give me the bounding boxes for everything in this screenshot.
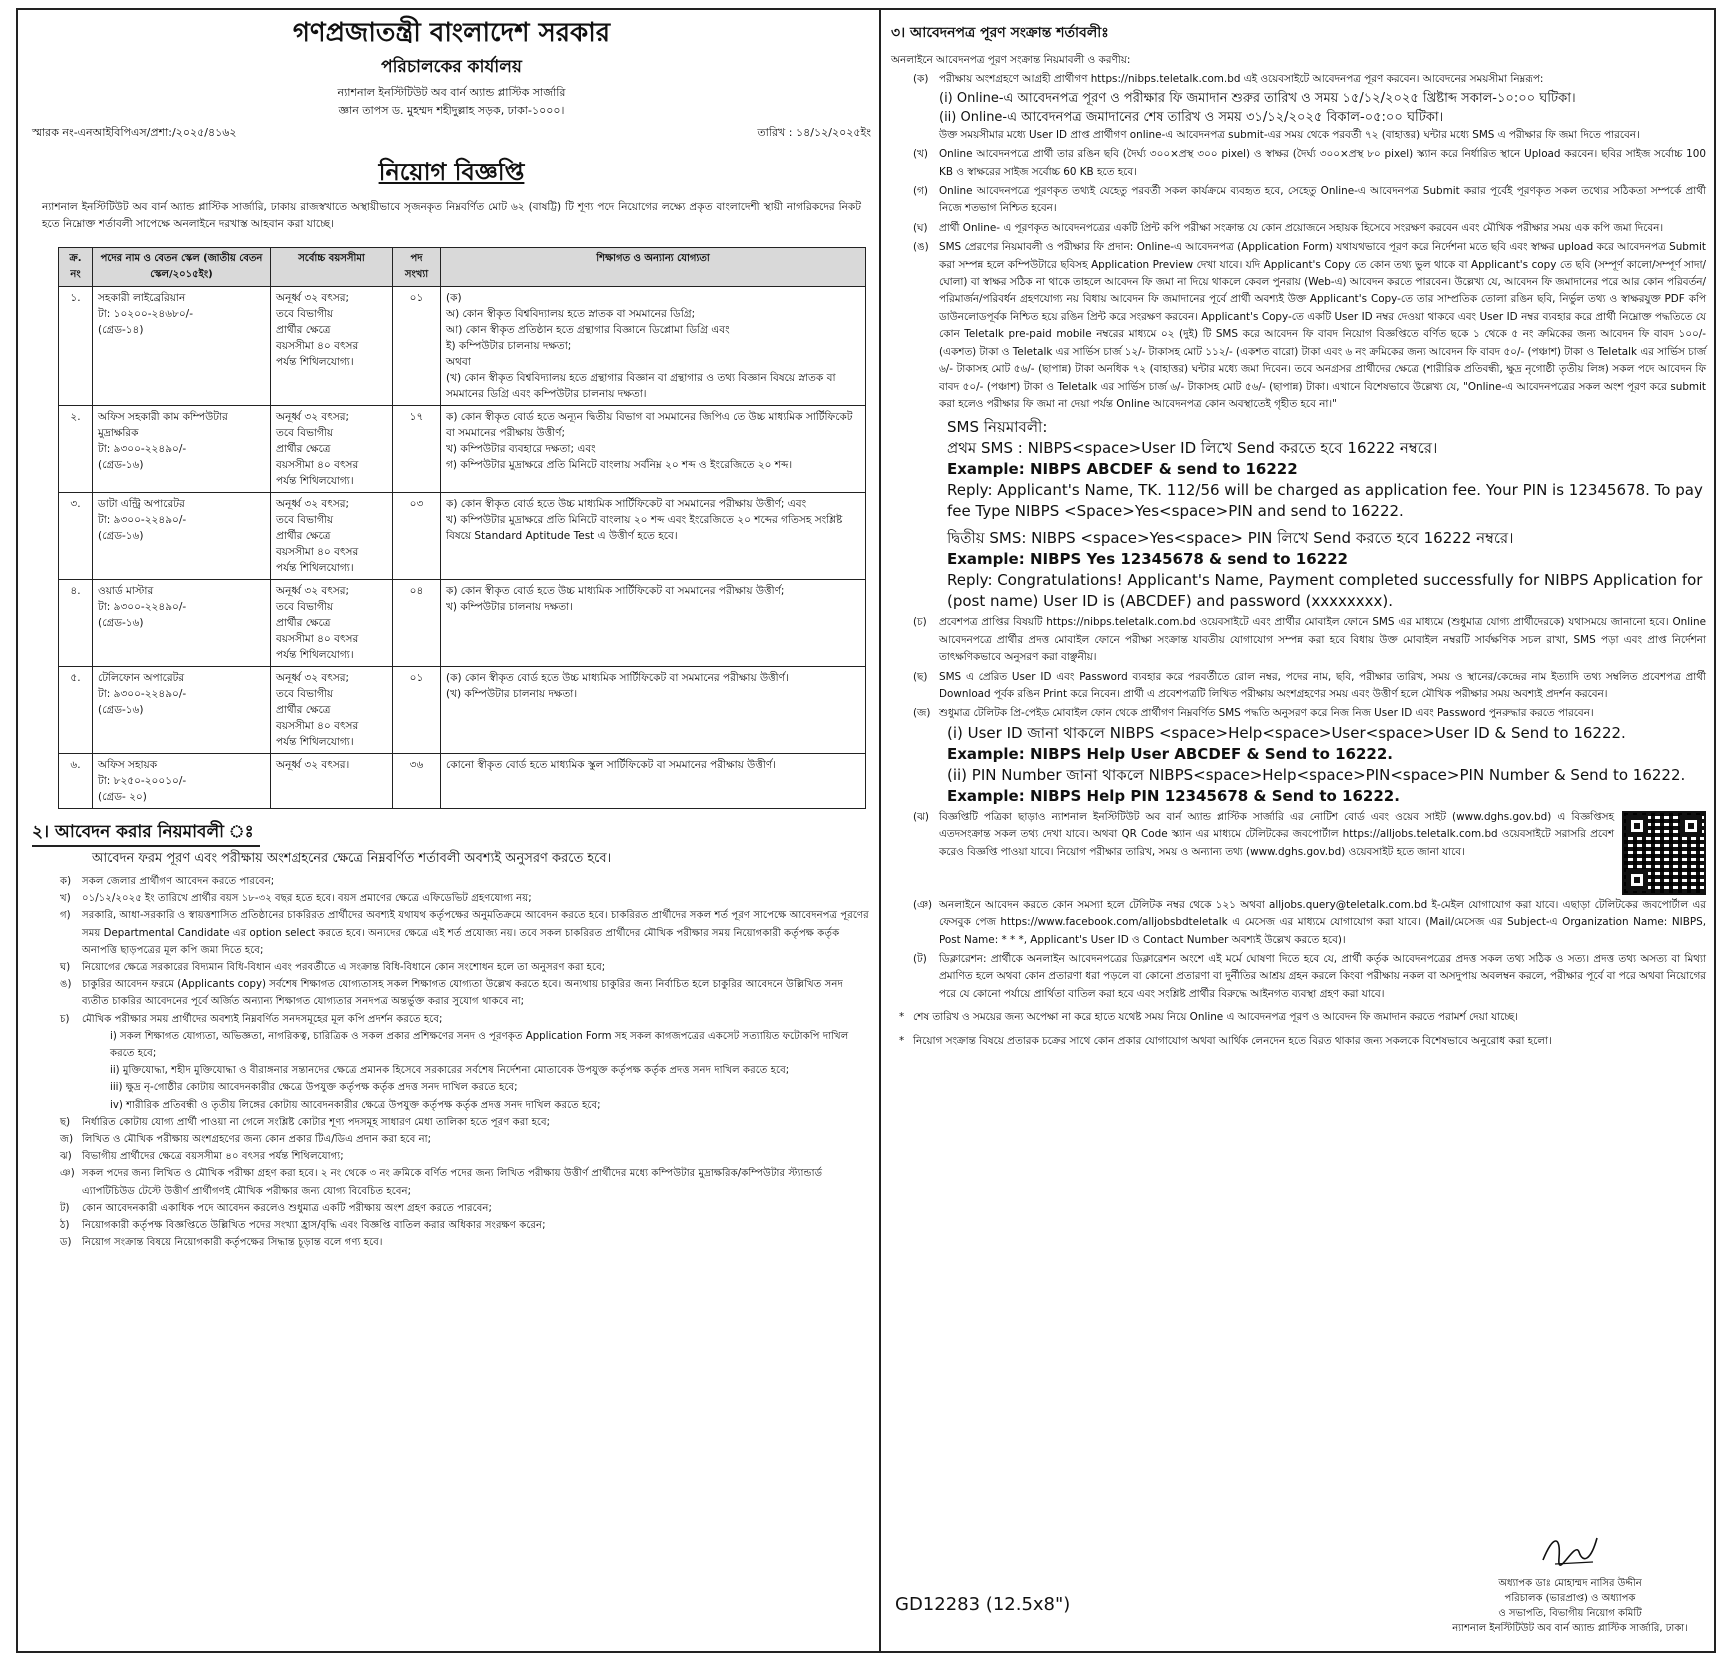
item-label: চ) [60, 1013, 70, 1025]
institute-address: জ্ঞান তাপস ড. মুহম্মদ শহীদুল্লাহ সড়ক, ঢাকা-১০০০। [338, 104, 565, 117]
item-label: ঙ) [60, 979, 72, 991]
age-cell [271, 667, 393, 754]
serial-cell: ২. [59, 406, 93, 493]
item-text: নির্ধারিত কোটায় যোগ্য প্রার্থী পাওয়া না গেলে সংশ্লিষ্ট কোটার শূণ্য পদসমূহ সাধারণ মেধা তালিকা হতে পূরণ করা হবে; [82, 1116, 551, 1128]
item-label: খ) [60, 893, 71, 905]
deadline-end: (ii) Online-এ আবেদনপত্র জমাদানের শেষ তারিখ ও সময় ৩১/১২/২০২৫ বিকাল-০৫:০০ ঘটিকা। [939, 109, 1444, 125]
post-name: ওয়ার্ড মাস্টার [98, 585, 154, 597]
section2-sub-rules [32, 1028, 871, 1114]
item-text: বিভাগীয় প্রার্থীদের ক্ষেত্রে বয়সসীমা ৪০ বৎসর পর্যন্ত শিথিলযোগ্য; [82, 1151, 344, 1163]
qualification-line: অথবা [446, 356, 471, 368]
office-title: পরিচালকের কার্যালয় [381, 57, 522, 77]
item-text: SMS এ প্রেরিত User ID এবং Password ব্যবহার করে পরবর্তীতে রোল নম্বর, পদের নাম, ছবি, পরীক্ষার তারিখ, সময় ও স্থানের/কেন্দ্রের নাম ইত্যাদি তথ্য সম্বলিত প্রবেশপত্র প্রার্থী Download পূর্বক রঙিন Print করে নিবেন। প্রার্থী এ প্রবেশপত্রটি লিখিত পরীক্ষায় অংশগ্রহণের সময় এবং উত্তীর্ণ হলে মৌখিক পরীক্ষার সময় অবশ্যই প্রদর্শন করবেন। [939, 670, 1706, 700]
table-row [59, 580, 866, 667]
qr-code-icon [1622, 811, 1706, 895]
government-title: গণপ্রজাতন্ত্রী বাংলাদেশ সরকার [292, 18, 611, 48]
section2-heading: ২। আবেদন করার নিয়মাবলী ঃ [32, 819, 871, 847]
table-row [59, 406, 866, 493]
recovery-user-id: (i) User ID জানা থাকলে NIBPS <space>Help<space>User<space>User ID & Send to 16222. [947, 723, 1626, 742]
item-text: শুধুমাত্র টেলিটক প্রি-পেইড মোবাইল ফোন থেকে প্রার্থীগণ নিম্নবর্ণিত SMS পদ্ধতি অনুসরণ করে নিজ নিজ User ID এবং Password পুনরুদ্ধার করতে পারবেন। [939, 707, 1594, 720]
count-cell: ৩৬ [393, 754, 441, 809]
age-line: প্রার্থীর ক্ষেত্রে [276, 704, 331, 716]
age-line: পর্যন্ত শিথিলযোগ্য। [276, 736, 354, 748]
item-text: প্রবেশপত্র প্রাপ্তির বিষয়টি https://nibps.teletalk.com.bd ওয়েবসাইটে এবং প্রার্থীর মোবাইল ফোনে SMS এর মাধ্যমে (শুধুমাত্র যোগ্য প্রার্থীদেরকে) যথাসময়ে জানানো হবে। Online আবেদনপত্রে প্রার্থীর প্রদত্ত মোবাইল ফোনে পরীক্ষা সংক্রান্ত যাবতীয় যোগাযোগ সম্পন্ন করা হবে বিধায় উক্ত মোবাইল নম্বরটি সার্বক্ষণিক সচল রাখা, SMS পড়া এবং প্রাপ্ত নির্দেশনা তাৎক্ষণিকভাবে অনুসরণ করা বাঞ্ছনীয়। [939, 616, 1706, 664]
list-item [891, 951, 1706, 1003]
table-header-cell: ক্র. নং [59, 248, 93, 287]
post-cell [93, 580, 271, 667]
age-line: অনূর্ধ্ব ৩২ বৎসর; [276, 672, 350, 684]
section2-rules [32, 873, 871, 1028]
qualification-cell [441, 754, 866, 809]
pay-grade: (গ্রেড-১৬) [98, 617, 144, 629]
table-row [59, 287, 866, 406]
age-cell [271, 580, 393, 667]
sub-rule: iv) শারীরিক প্রতিবন্ধী ও তৃতীয় লিঙ্গের কোটায় আবেদনকারীর ক্ষেত্রে উপযুক্ত কর্তৃপক্ষ কর্তৃক প্রদত্ত সনদ দাখিল করতে হবে; [110, 1099, 601, 1111]
pay-grade: (গ্রেড-১৬) [98, 530, 144, 542]
section3-items-2 [891, 614, 1706, 722]
list-item [32, 890, 871, 907]
qualification-line: ক) কোন স্বীকৃত বোর্ড হতে উচ্চ মাধ্যমিক সার্টিফিকেট বা সমমানের পরীক্ষায় উত্তীর্ণ; এবং [446, 498, 807, 510]
table-header-cell: সর্বোচ্চ বয়সসীমা [271, 248, 393, 287]
table-row [59, 493, 866, 580]
list-item [891, 220, 1706, 237]
bullet-icon: * [899, 1034, 905, 1047]
sms1-example: Example: NIBPS ABCDEF & send to 16222 [947, 460, 1298, 479]
qualification-line: (খ) কোন স্বীকৃত বিশ্ববিদ্যালয় হতে গ্রন্থাগার বিজ্ঞান বা গ্রন্থাগার ও তথ্য বিজ্ঞান বিষয়ে স্নাতক বা সমমানের ডিগ্রি এবং কম্পিউটার চালনায় দক্ষতা। [446, 372, 836, 400]
qualification-line: (ক) কোন স্বীকৃত বোর্ড হতে উচ্চ মাধ্যমিক সার্টিফিকেট বা সমমানের পরীক্ষায় উত্তীর্ণ। [446, 672, 789, 684]
qualification-line: ক) কোন স্বীকৃত বোর্ড হতে অন্যূন দ্বিতীয় বিভাগ বা সমমানের জিপিএ তে উচ্চ মাধ্যমিক সার্টিফিকেট বা সমমানের পরীক্ষায় উত্তীর্ণ; [446, 411, 853, 439]
table-row [59, 667, 866, 754]
qualification-cell [441, 287, 866, 406]
item-label: (ঞ) [913, 898, 933, 911]
post-cell [93, 406, 271, 493]
item-label: ছ) [60, 1116, 71, 1128]
age-line: তবে বিভাগীয় [276, 514, 334, 526]
posts-table-body [59, 287, 866, 809]
count-cell: ০১ [393, 287, 441, 406]
post-name: অফিস সহকারী কাম কম্পিউটার মুদ্রাক্ষরিক [98, 411, 228, 439]
item-text: পরীক্ষায় অংশগ্রহণে আগ্রহী প্রার্থীগণ https://nibps.teletalk.com.bd এই ওয়েবসাইটে আবেদনপত্র পূরণ করবেন। আবেদনের সময়সীমা নিম্নরূপ: [939, 73, 1544, 86]
list-item [32, 1217, 871, 1234]
sms2-example: Example: NIBPS Yes 12345678 & send to 16222 [947, 550, 1348, 569]
pay-grade: (গ্রেড-১৬) [98, 459, 144, 471]
notice-title: নিয়োগ বিজ্ঞপ্তি [378, 158, 525, 186]
age-line: অনূর্ধ্ব ৩২ বৎসর; [276, 498, 350, 510]
sms1-reply: Reply: Applicant's Name, TK. 112/56 will be charged as application fee. Your PIN is 12345678. To pay fee Type NIBPS <Space>Yes<space>PIN and send to 16222. [947, 481, 1703, 521]
item-text: ০১/১২/২০২৫ ইং তারিখে প্রার্থীর বয়স ১৮-৩২ বছর হতে হবে। বয়স প্রমাণের ক্ষেত্রে এফিডেভিট গ্রহণযোগ্য নয়; [82, 893, 532, 905]
serial-cell: ৫. [59, 667, 93, 754]
list-item [891, 71, 1706, 88]
list-item [891, 146, 1706, 181]
sms-title: SMS নিয়মাবলী: [947, 418, 1048, 437]
qualification-cell [441, 667, 866, 754]
qualification-line: অ) কোন স্বীকৃত বিশ্ববিদ্যালয় হতে স্নাতক বা সমমানের ডিগ্রি; [446, 308, 696, 320]
serial-cell: ৩. [59, 493, 93, 580]
item-text: সকল পদের জন্য লিখিত ও মৌখিক পরীক্ষা গ্রহণ করা হবে। ২ নং থেকে ৩ নং ক্রমিকে বর্ণিত পদের জন্য লিখিত পরীক্ষায় উত্তীর্ণ প্রার্থীদের মধ্যে কম্পিউটার মুদ্রাক্ষরিক/কম্পিউটার স্ট্যান্ডার্ড এ্যাপটিচিউড টেস্টে উত্তীর্ণ প্রার্থীগণই মৌখিক পরীক্ষার জন্য যোগ্য বিবেচিত হবেন; [82, 1168, 823, 1197]
posts-table [58, 247, 866, 809]
qualification-line: গ) কম্পিউটার মুদ্রাক্ষরে প্রতি মিনিটে বাংলায় সর্বনিম্ন ২০ শব্দ ও ইংরেজিতে ২০ শব্দ। [446, 459, 793, 471]
signatory-title: পরিচালক (ভারপ্রাপ্ত) ও অধ্যাপক [1504, 1593, 1636, 1604]
item-text: চাকুরির আবেদন ফরমে (Applicants copy) সর্বশেষ শিক্ষাগত যোগ্যতাসহ সকল শিক্ষাগত যোগ্যতা উল্লেখ করতে হবে। অন্যথায় চাকুরির জন্য নির্বাচিত হলে চাকুরির আবেদনে উল্লিখিত সনদ ব্যতীত চাকরির আবেদনের পূর্বে অর্জিত অন্যান্য শিক্ষাগত যোগ্যতার সনদপত্র অন্তর্ভুক্ত করার সুযোগ থাকবে না; [82, 979, 843, 1008]
item-label: গ) [60, 910, 71, 922]
item-label: জ) [60, 1134, 74, 1146]
gd-code: GD12283 (12.5x8") [895, 1594, 1071, 1615]
item-label: ট) [60, 1202, 70, 1214]
memo-number: স্মারক নং-এনআইবিপিএস/প্রশা:/২০২৫/৪১৬২ [32, 126, 237, 139]
notice-page [16, 8, 1716, 1653]
list-item [32, 1114, 871, 1131]
item-label: ড) [60, 1237, 72, 1249]
age-line: পর্যন্ত শিথিলযোগ্য। [276, 649, 354, 661]
recovery-pin-example: Example: NIBPS Help PIN 12345678 & Send to 16222. [947, 786, 1400, 805]
item-label: ঘ) [60, 962, 71, 974]
post-cell [93, 287, 271, 406]
sms1-instruction: প্রথম SMS : NIBPS<space>User ID লিখে Send করতে হবে 16222 নম্বরে। [947, 439, 1438, 458]
list-item [32, 907, 871, 959]
pay-scale: টা: ৮২৫০-২০০১০/- [98, 775, 187, 787]
age-line: তবে বিভাগীয় [276, 688, 334, 700]
pay-scale: টা: ৯৩০০-২২৪৯০/- [98, 601, 187, 613]
item-label: (চ) [913, 616, 927, 629]
pay-grade: (গ্রেড- ২০) [98, 791, 147, 803]
qualification-line: (ক) [446, 292, 462, 304]
sub-rule: ii) মুক্তিযোদ্ধা, শহীদ মুক্তিযোদ্ধা ও বীরাঙ্গনার সন্তানদের ক্ষেত্রে প্রমানক হিসেবে সরকারের সর্বশেষ নির্দেশনা মোতাবেক উপযুক্ত কর্তৃপক্ষ কর্তৃক প্রদত্ত সনদ দাখিল করতে হবে; [110, 1065, 790, 1077]
left-column [18, 10, 879, 1651]
item-text: লিখিত ও মৌখিক পরীক্ষায় অংশগ্রহণের জন্য কোন প্রকার টিএ/ডিএ প্রদান করা হবে না; [82, 1134, 432, 1146]
qualification-line: খ) কম্পিউটার মুদ্রাক্ষরে প্রতি মিনিটে বাংলায় ২০ শব্দ এবং ইংরেজিতে ২০ শব্দের গতিসহ সংশ্লিষ্ট বিষয়ে Standard Aptitude Test এ উত্তীর্ণ হতে হবে। [446, 514, 843, 542]
item-label: (গ) [913, 185, 928, 198]
age-line: পর্যন্ত শিথিলযোগ্য। [276, 562, 354, 574]
list-item [32, 959, 871, 976]
qualification-line: ক) কোন স্বীকৃত বোর্ড হতে উচ্চ মাধ্যমিক সার্টিফিকেট বা সমমানের পরীক্ষায় উত্তীর্ণ; [446, 585, 785, 597]
item-text: SMS প্রেরণের নিয়মাবলী ও পরীক্ষার ফি প্রদান: Online-এ আবেদনপত্র (Application Form) যথাযথভাবে পূরণ করে নির্দেশনা মতে ছবি এবং স্বাক্ষর upload করে আবেদনপত্র Submit করা সম্পন্ন হলে কম্পিউটারে ছবিসহ Application Preview দেখা যাবে। যদি Applicant's Copy তে কোন তথ্য ভুল থাকে বা Applicant's copy তে ছবি (সম্পূর্ণ কালো/সম্পূর্ণ সাদা/ঘোলা) বা স্বাক্ষর সঠিক না থাকে তাহলে আবেদন ফি জমা না দিয়ে থাকলে কেবল পুনরায় (Web-এ) আবেদন করতে পারবেন। উল্লেখ্য যে, আবেদন ফি জমাদানের পরে আর কোন পরিবর্তন/পরিমার্জন/পরিবর্ধন গ্রহণযোগ্য নয় বিধায় আবেদন ফি জমাদানের পূর্বে প্রার্থী অবশ্যই উক্ত Applicant's Copy-তে তার সাম্প্রতিক তোলা রঙিন ছবি, নির্ভুল তথ্য ও স্বাক্ষরযুক্ত PDF কপি ডাউনলোডপূর্বক নিশ্চিত হয়ে রঙিন প্রিন্ট করে সংরক্ষণ করবেন। Applicant's Copy-তে একটি User ID নম্বর দেওয়া থাকবে এবং User ID নম্বর ব্যবহার করে প্রার্থী নিম্নোক্ত পদ্ধতিতে যে কোন Teletalk pre-paid mobile নম্বরের মাধ্যমে ০২ (দুই) টি SMS করে আবেদন ফি বাবদ নিয়োগ বিজ্ঞপ্তিতে বর্ণিত ছকে ১ থেকে ৫ নং ক্রমিকের জন্য আবেদন ফি বাবদ ১০০/- (একশত) টাকা ও Teletalk এর সার্ভিস চার্জ ১২/- টাকাসহ মোট ১১২/- (একশত বারো) টাকা এবং ৬ নং ক্রমিকের জন্য আবেদন ফি বাবদ ৫০/- (পঞ্চাশ) টাকা ও Teletalk এর সার্ভিস চার্জ ৬/- টাকাসহ মোট ৫৬/- (ছাপান্ন) টাকা অনধিক ৭২ (বাহাত্তর) ঘন্টার মধ্যে জমা দিবেন। তবে অনগ্রসর প্রার্থীদের ক্ষেত্রে (শারীরিক প্রতিবন্ধী, ক্ষুদ্র নৃগোষ্ঠী তৃতীয় লিঙ্গ) সকল পদে আবেদন ফি বাবদ ৫০/- (পঞ্চাশ) টাকা ও Teletalk এর সার্ভিস চার্জ ৬/- টাকাসহ মোট ৫৬/- (ছাপান্ন) টাকা। এখানে বিশেষভাবে উল্লেখ্য যে, "Online-এ আবেদনপত্রের সকল অংশ পূরণ করে submit করা হলেও পরীক্ষার ফি জমা না দেয়া পর্যন্ত Online আবেদনপত্র কোন অবস্থাতেই গৃহীত হবে না।" [939, 241, 1706, 410]
item-text: ডিক্লারেশন: প্রার্থীকে অনলাইন আবেদনপত্রের ডিক্লারেশন অংশে এই মর্মে ঘোষণা দিতে হবে যে, প্রার্থী কর্তৃক আবেদনপত্রের প্রদত্ত সকল তথ্য সঠিক ও সত্য। প্রদত্ত তথ্য অসত্য বা মিথ্যা প্রমাণিত হলে অথবা কোন প্রতারণা ধরা পড়লে বা কোনো প্রতারণা বা দুর্নীতির আশ্রয় গ্রহন করলে কিংবা পরীক্ষায় নকল বা অসদুপায় অবলম্বন করলে, পরীক্ষার পূর্বে বা পরে অথবা নিয়োগের পরে যে কোনো পর্যায়ে প্রার্থিতা বাতিল করা হবে এবং সংশ্লিষ্ট প্রার্থীর বিরুদ্ধে আইনগত ব্যবস্থা গ্রহণ করা যাবে। [939, 952, 1706, 1000]
count-cell: ০৩ [393, 493, 441, 580]
note-item [891, 1009, 1706, 1026]
signatory-name: অধ্যাপক ডাঃ মোহাম্মদ নাসির উদ্দীন [1498, 1578, 1642, 1589]
qualification-line: আ) কোন স্বীকৃত প্রতিষ্ঠান হতে গ্রন্থাগার বিজ্ঞানে ডিপ্লোমা ডিগ্রি এবং [446, 324, 730, 336]
list-item [891, 239, 1706, 413]
count-cell: ০১ [393, 667, 441, 754]
qualification-line: কোনো স্বীকৃত বোর্ড হতে মাধ্যমিক স্কুল সার্টিফিকেট বা সমমানের পরীক্ষায় উত্তীর্ণ। [446, 759, 776, 771]
section3-heading: ৩। আবেদনপত্র পূরণ সংক্রান্ত শর্তাবলীঃ [891, 25, 1109, 41]
item-text: Online আবেদনপত্রে পূরণকৃত তথ্যই যেহেতু পরবর্তী সকল কার্যক্রমে ব্যবহৃত হবে, সেহেতু Online-এ আবেদনপত্র Submit করার পূর্বেই পূরণকৃত সকল তথ্যের সঠিকতা সম্পর্কে প্রার্থী নিজে শতভাগ নিশ্চিত হবেন। [939, 185, 1706, 215]
note-text: নিয়োগ সংক্রান্ত বিষয়ে প্রতারক চক্রের সাথে কোন প্রকার যোগাযোগ অথবা আর্থিক লেনদেন হতে বিরত থাকার জন্য সকলকে বিশেষভাবে অনুরোধ করা হলো। [913, 1034, 1552, 1047]
age-line: বয়সসীমা ৪০ বৎসর [276, 720, 359, 732]
table-header-cell: পদের নাম ও বেতন স্কেল (জাতীয় বেতন স্কেল/২০১৫ইং) [93, 248, 271, 287]
item-label: (ছ) [913, 670, 928, 683]
list-item [32, 1131, 871, 1148]
list-item [32, 873, 871, 890]
pay-scale: টা: ৯৩০০-২২৪৯০/- [98, 514, 187, 526]
age-line: বয়সসীমা ৪০ বৎসর [276, 546, 359, 558]
pay-grade: (গ্রেড-১৬) [98, 704, 144, 716]
item-text: বিজ্ঞপ্তিটি পত্রিকা ছাড়াও ন্যাশনাল ইনস্টিটিউট অব বার্ন অ্যান্ড প্লাস্টিক সার্জারি এর নোটিশ বোর্ড এবং ওয়েব সাইট (www.dghs.gov.bd) এ বিজ্ঞপ্তিসহ এতদসংক্রান্ত সকল তথ্য দেখা যাবে। অথবা QR Code স্ক্যান এর মাধ্যমে টেলিটকের জবপোর্টাল https://alljobs.teletalk.com.bd ওয়েবসাইটে সরাসরি প্রবেশ করেও বিজ্ঞপ্তি পাওয়া যাবে। নিয়োগ পরীক্ষার তারিখ, সময় ও অন্যান্য তথ্য (www.dghs.gov.bd) ওয়েবসাইট হতে জানা যাবে। [939, 810, 1614, 858]
item-text: কোন আবেদনকারী একাধিক পদে আবেদন করলেও শুধুমাত্র একটি পরীক্ষায় অংশ গ্রহণ করতে পারবেন; [82, 1202, 492, 1214]
item-label: (ঘ) [913, 221, 928, 234]
item-label: ঝ) [60, 1151, 72, 1163]
post-cell [93, 667, 271, 754]
item-label: (ট) [913, 952, 927, 965]
item-text: Online আবেদনপত্রে প্রার্থী তার রঙিন ছবি (দৈর্ঘ্য ৩০০×প্রস্থ ৩০০ pixel) ও স্বাক্ষর (দৈর্ঘ্য ৩০০×প্রস্থ ৮০ pixel) স্ক্যান করে নির্ধারিত স্থানে Upload করবেন। ছবির সাইজ সর্বোচ্চ 100 KB ও স্বাক্ষরের সাইজ সর্বোচ্চ 60 KB হতে হবে। [939, 148, 1706, 178]
recovery-user-id-example: Example: NIBPS Help User ABCDEF & Send to 16222. [947, 744, 1393, 763]
memo-line [32, 124, 871, 143]
age-cell [271, 406, 393, 493]
age-line: পর্যন্ত শিথিলযোগ্য। [276, 475, 354, 487]
signature-block [1440, 1530, 1700, 1636]
table-row [59, 754, 866, 809]
age-line: প্রার্থীর ক্ষেত্রে [276, 617, 331, 629]
qualification-cell [441, 580, 866, 667]
institute-name: ন্যাশনাল ইনস্টিটিউট অব বার্ন অ্যান্ড প্লাস্টিক সার্জারি [337, 86, 566, 99]
post-name: সহকারী লাইব্রেরিয়ান [98, 292, 186, 304]
sms2-reply: Reply: Congratulations! Applicant's Name, Payment completed successfully for NIBPS Application for (post name) User ID is (ABCDEF) and password (xxxxxxxx). [947, 571, 1703, 611]
list-item [32, 1011, 871, 1028]
sms2-instruction: দ্বিতীয় SMS: NIBPS <space>Yes<space> PIN লিখে Send করতে হবে 16222 নম্বরে। [947, 529, 1514, 548]
qualification-line: (খ) কম্পিউটার চালনায় দক্ষতা। [446, 688, 578, 700]
pay-grade: (গ্রেড-১৪) [98, 324, 144, 336]
serial-cell: ৪. [59, 580, 93, 667]
qualification-line: ই) কম্পিউটার চালনায় দক্ষতা; [446, 340, 572, 352]
age-line: পর্যন্ত শিথিলযোগ্য। [276, 356, 354, 368]
list-item [32, 1148, 871, 1165]
item-label: (জ) [913, 707, 931, 720]
sub-rule: i) সকল শিক্ষাগত যোগ্যতা, অভিজ্ঞতা, নাগরিকত্ব, চারিত্রিক ও সকল প্রকার প্রশিক্ষণের সনদ ও পূরণকৃত Application Form সহ সকল কাগজপত্রের একসেট সত্যায়িত ফটোকপি দাখিল করতে হবে; [110, 1030, 849, 1060]
post-cell [93, 754, 271, 809]
table-header-cell: পদ সংখ্যা [393, 248, 441, 287]
qualification-cell [441, 493, 866, 580]
notice-intro: ন্যাশনাল ইনস্টিটিউট অব বার্ন অ্যান্ড প্লাস্টিক সার্জারি, ঢাকায় রাজস্বখাতে অস্থায়ীভাবে সৃজনকৃত নিম্নবর্ণিত মোট ৬২ (বাষট্টি) টি শূণ্য পদে নিয়োগের লক্ষ্যে প্রকৃত বাংলাদেশী স্থায়ী নাগরিকদের নিকট হতে নিম্নোক্ত শর্তাবলী সাপেক্ষে অনলাইনে দরখাস্ত আহবান করা যাচ্ছে। [42, 201, 861, 230]
age-line: প্রার্থীর ক্ষেত্রে [276, 530, 331, 542]
item-label: ঠ) [60, 1220, 70, 1232]
age-cell [271, 754, 393, 809]
count-cell: ০৪ [393, 580, 441, 667]
item-text: সকল জেলার প্রার্থীগণ আবেদন করতে পারবেন; [82, 876, 275, 887]
table-header-row [59, 248, 866, 287]
age-line: প্রার্থীর ক্ষেত্রে [276, 324, 331, 336]
item-text: মৌখিক পরীক্ষার সময় প্রার্থীদের অবশ্যই নিম্নবর্ণিত সনদসমূহের মূল কপি প্রদর্শন করতে হবে; [82, 1013, 443, 1025]
age-cell [271, 493, 393, 580]
age-line: অনূর্ধ্ব ৩২ বৎসর; [276, 585, 350, 597]
list-item [32, 1200, 871, 1217]
pay-scale: টা: ১০২০০-২৪৬৮০/- [98, 308, 193, 320]
list-item [891, 809, 1706, 895]
item-text: নিয়োগের ক্ষেত্রে সরকারের বিদ্যমান বিধি-বিধান এবং পরবর্তীতে এ সংক্রান্ত বিধি-বিধানে কোন সংশোধন হলে তা অনুসরণ করা হবে; [82, 962, 606, 974]
pay-scale: টা: ৯৩০০-২২৪৯০/- [98, 443, 187, 455]
right-column [881, 10, 1718, 1651]
age-cell [271, 287, 393, 406]
age-line: বয়সসীমা ৪০ বৎসর [276, 633, 359, 645]
list-item [32, 1234, 871, 1251]
age-line: প্রার্থীর ক্ষেত্রে [276, 443, 331, 455]
post-name: ডাটা এন্ট্রি অপারেটর [98, 498, 185, 510]
post-name: অফিস সহায়ক [98, 759, 158, 771]
deadline-note: উক্ত সময়সীমার মধ্যে User ID প্রাপ্ত প্রার্থীগণ online-এ আবেদনপত্র submit-এর সময় থেকে পরবর্তী ৭২ (বাহাত্তর) ঘন্টার মধ্যে SMS এ পরীক্ষার ফি জমা দিতে পারবেন। [939, 128, 1640, 141]
age-line: অনূর্ধ্ব ৩২ বৎসর; [276, 292, 350, 304]
signature-icon [1535, 1530, 1605, 1570]
item-label: (ক) [913, 73, 929, 86]
pay-scale: টা: ৯৩০০-২২৪৯০/- [98, 688, 187, 700]
qualification-line: খ) কম্পিউটার ব্যবহারে দক্ষতা; এবং [446, 443, 596, 455]
section2-intro: আবেদন ফরম পূরণ এবং পরীক্ষায় অংশগ্রহনের ক্ষেত্রে নিম্নবর্ণিত শর্তাবলী অবশ্যই অনুসরণ করতে হবে। [92, 851, 612, 866]
item-label: (ঙ) [913, 241, 929, 254]
post-cell [93, 493, 271, 580]
serial-cell: ৬. [59, 754, 93, 809]
item-text: সরকারি, আধা-সরকারি ও স্বায়ত্তশাসিত প্রতিষ্ঠানের চাকরিরত প্রার্থীদের অবশ্যই যথাযথ কর্তৃপক্ষের অনুমতিক্রমে আবেদন করতে হবে। চাকরিরত প্রার্থীদের সকল শর্ত পূরণ সাপেক্ষে আবেদনপত্র পূরণের সময় Departmental Candidate এর option select করতে হবে। অন্যদের ক্ষেত্রে এই শর্ত প্রযোজ্য নয়। তবে সকল চাকরিরত প্রার্থীদের মৌখিক পরীক্ষার সময় নিয়োগকারী কর্তৃপক্ষ কর্তৃক অনাপত্তি ছাড়পত্রের মূল কপি জমা দিতে হবে; [82, 910, 869, 956]
count-cell: ১৭ [393, 406, 441, 493]
signatory-role: ও সভাপতি, বিভাগীয় নিয়োগ কমিটি [1498, 1608, 1642, 1619]
section2-rules-continued [32, 1114, 871, 1252]
bullet-icon: * [899, 1011, 905, 1024]
item-label: (খ) [913, 148, 928, 161]
age-line: তবে বিভাগীয় [276, 601, 334, 613]
list-item [891, 897, 1706, 949]
age-line: তবে বিভাগীয় [276, 427, 334, 439]
list-item [891, 614, 1706, 666]
item-label: ঞ) [60, 1168, 75, 1180]
qualification-line: খ) কম্পিউটার চালনায় দক্ষতা। [446, 601, 573, 613]
item-text: নিয়োগকারী কর্তৃপক্ষ বিজ্ঞপ্তিতে উল্লিখিত পদের সংখ্যা হ্রাস/বৃদ্ধি এবং বিজ্ঞপ্তি বাতিল করার অধিকার সংরক্ষণ করেন; [82, 1220, 546, 1232]
list-item [891, 669, 1706, 704]
age-line: বয়সসীমা ৪০ বৎসর [276, 340, 359, 352]
qualification-cell [441, 406, 866, 493]
item-label: (ঝ) [913, 810, 929, 823]
section3-items [891, 146, 1706, 413]
recovery-pin: (ii) PIN Number জানা থাকলে NIBPS<space>Help<space>PIN<space>PIN Number & Send to 16222. [947, 765, 1686, 784]
table-header-cell: শিক্ষাগত ও অন্যান্য যোগ্যতা [441, 248, 866, 287]
item-text: প্রার্থী Online- এ পূরণকৃত আবেদনপত্রের একটি প্রিন্ট কপি পরীক্ষা সংক্রান্ত যে কোন প্রয়োজনে সহায়ক হিসেবে সংরক্ষণ করবেন এবং মৌখিক পরীক্ষার সময় এক কপি জমা দিবেন। [939, 221, 1664, 234]
list-item [891, 183, 1706, 218]
deadline-start: (i) Online-এ আবেদনপত্র পূরণ ও পরীক্ষার ফি জমাদান শুরুর তারিখ ও সময় ১৫/১২/২০২৫ খ্রিষ্টাব্দ সকাল-১০:০০ ঘটিকা। [939, 90, 1576, 106]
list-item [32, 976, 871, 1010]
section3-intro: অনলাইনে আবেদনপত্র পূরণ সংক্রান্ত নিয়মাবলী ও করণীয়: [891, 54, 1131, 66]
note-item [891, 1033, 1706, 1050]
item-text: অনলাইনে আবেদন করতে কোন সমস্যা হলে টেলিটক নম্বর থেকে ১২১ অথবা alljobs.query@teletalk.com.bd ই-মেইল যোগাযোগ করা যাবে। এছাড়া টেলিটকের জবপোর্টাল এর ফেসবুক পেজ https://www.facebook.com/alljobsbdteletalk এ মেসেজ এর মাধ্যমে যোগাযোগ করা যাবে। (Mail/মেসেজ এর Subject-এ Organization Name: NIBPS, Post Name: * * *, Applicant's User ID ও Contact Number অবশ্যই উল্লেখ করতে হবে)। [939, 898, 1706, 946]
age-line: তবে বিভাগীয় [276, 308, 334, 320]
list-item [891, 705, 1706, 722]
signatory-office: ন্যাশনাল ইনস্টিটিউট অব বার্ন অ্যান্ড প্লাস্টিক সার্জারি, ঢাকা। [1452, 1623, 1688, 1634]
item-text: নিয়োগ সংক্রান্ত বিষয়ে নিয়োগকারী কর্তৃপক্ষের সিদ্ধান্ত চূড়ান্ত বলে গণ্য হবে। [82, 1237, 383, 1249]
post-name: টেলিফোন অপারেটর [98, 672, 185, 684]
age-line: বয়সসীমা ৪০ বৎসর [276, 459, 359, 471]
memo-date: তারিখ : ১৪/১২/২০২৫ইং [757, 126, 871, 139]
note-text: শেষ তারিখ ও সময়ের জন্য অপেক্ষা না করে হাতে যথেষ্ট সময় নিয়ে Online এ আবেদনপত্র পূরণ ও আবেদন ফি জমাদান করতে পরামর্শ দেয়া যাচ্ছে। [913, 1011, 1518, 1024]
sub-rule: iii) ক্ষুদ্র নৃ-গোষ্ঠীর কোটায় আবেদনকারীর ক্ষেত্রে উপযুক্ত কর্তৃপক্ষ কর্তৃক প্রদত্ত সনদ দাখিল করতে হবে; [110, 1082, 518, 1094]
serial-cell: ১. [59, 287, 93, 406]
age-line: অনূর্ধ্ব ৩২ বৎসর। [276, 759, 350, 771]
age-line: অনূর্ধ্ব ৩২ বৎসর; [276, 411, 350, 423]
item-label: ক) [60, 876, 72, 887]
list-item [32, 1165, 871, 1199]
